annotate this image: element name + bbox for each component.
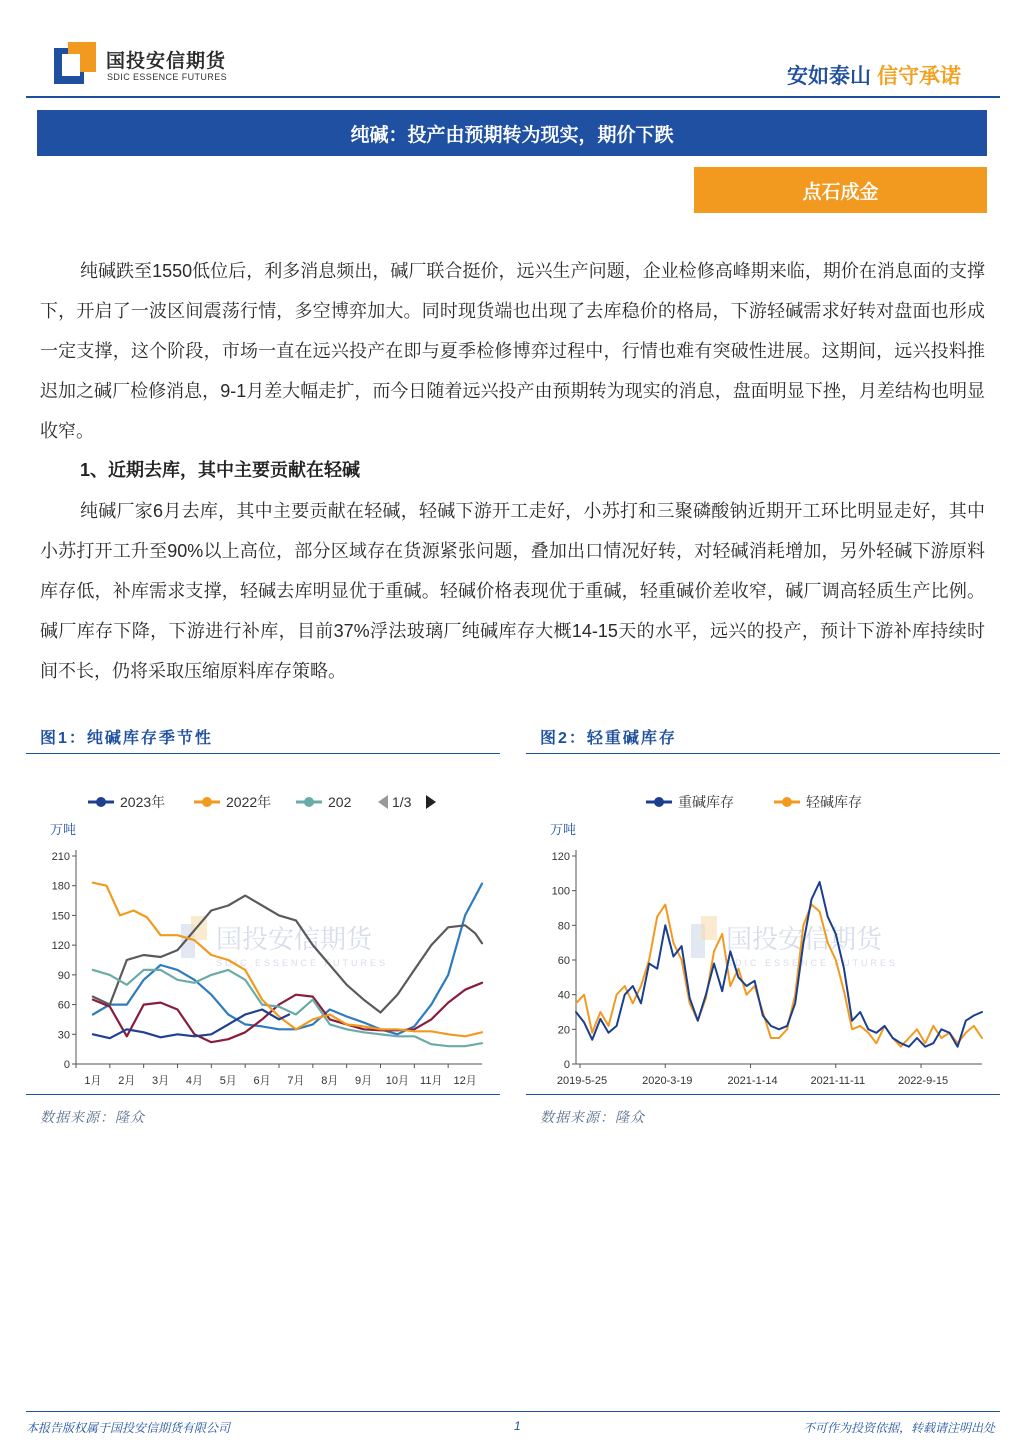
- y-axis-unit: 万吨: [550, 822, 577, 837]
- y-tick-label: 100: [551, 885, 570, 898]
- y-tick-label: 210: [51, 851, 70, 863]
- legend-heavy-label: 重碱库存: [678, 794, 734, 810]
- legend-next-icon: [426, 795, 436, 809]
- y-tick-label: 90: [57, 969, 70, 982]
- figure2-bottom-rule: [526, 1094, 1000, 1095]
- x-tick-label: 2019-5-25: [556, 1075, 608, 1087]
- x-tick-label: 8月: [321, 1075, 339, 1087]
- y-axis-unit: 万吨: [50, 822, 77, 837]
- footer-disclaimer: 不可作为投资依据，转载请注明出处: [802, 1421, 995, 1435]
- y-tick-label: 20: [557, 1024, 570, 1037]
- legend-heavy-marker: [654, 797, 664, 807]
- slogan-part-a: 安如泰山: [787, 65, 871, 88]
- x-tick-label: 2月: [118, 1075, 136, 1087]
- watermark-logo-icon: [701, 916, 717, 940]
- figure2-source: 数据来源：隆众: [540, 1109, 645, 1125]
- company-logo-icon: [54, 42, 96, 84]
- legend-2022-marker: [202, 797, 212, 807]
- series-line: [93, 1010, 289, 1039]
- x-tick-label: 5月: [219, 1075, 237, 1087]
- report-title: 纯碱：投产由预期转为现实，期价下跌: [37, 110, 987, 156]
- figure2-rule: [526, 753, 1000, 754]
- y-tick-label: 120: [551, 851, 570, 863]
- paragraph-inventory: 纯碱厂家6月去库，其中主要贡献在轻碱，轻碱下游开工走好，小苏打和三聚磷酸钠近期开工环比明显走好，其中小苏打开工升至90%以上高位，部分区域存在货源紧张问题，叠加出口情况好转，对轻碱消耗增加，另外轻碱下游原料库存低，补库需求支撑，轻碱去库明显优于重碱。轻碱价格表现优于重碱，轻重碱价差收窄，碱厂调高轻质生产比例。碱厂库存下降，下游进行补库，目前37%浮法玻璃厂纯碱库存大概14-15天的水平，远兴的投产，预计下游补库持续时间不长，仍将采取压缩原料库存策略。: [40, 501, 985, 681]
- x-tick-label: 2020-3-19: [642, 1075, 693, 1087]
- series-line: [93, 896, 482, 1013]
- figure2-title: 图2：轻重碱库存: [540, 730, 677, 747]
- footer-copyright: 本报告版权属于国投安信期货有限公司: [26, 1421, 231, 1435]
- figure1-title: 图1：纯碱库存季节性: [40, 730, 213, 747]
- watermark-text: 国投安信期货: [726, 924, 883, 954]
- x-tick-label: 1月: [84, 1075, 102, 1087]
- y-tick-label: 0: [63, 1059, 70, 1071]
- y-tick-label: 60: [57, 999, 70, 1012]
- legend-202x-label: 202: [328, 794, 352, 810]
- x-tick-label: 9月: [355, 1075, 373, 1087]
- footer-page-number: 1: [514, 1419, 521, 1433]
- legend-page-label: 1/3: [392, 794, 412, 810]
- company-name: 国投安信期货: [106, 51, 227, 72]
- y-tick-label: 120: [51, 940, 70, 953]
- y-tick-label: 180: [51, 880, 70, 893]
- figure1-rule: [26, 753, 500, 754]
- slogan-part-b: 信守承诺: [877, 65, 961, 88]
- y-tick-label: 80: [557, 920, 570, 933]
- legend-prev-icon: [378, 795, 388, 809]
- figure1-chart: [26, 760, 500, 1090]
- slogan: [787, 60, 961, 90]
- footer-divider: [26, 1411, 1000, 1412]
- x-tick-label: 11月: [420, 1075, 443, 1087]
- legend-2023-marker: [96, 797, 106, 807]
- x-tick-label: 6月: [253, 1075, 271, 1087]
- y-tick-label: 40: [557, 989, 570, 1002]
- watermark-text: 国投安信期货: [216, 924, 373, 954]
- y-tick-label: 0: [563, 1059, 570, 1071]
- company-name-en: SDIC ESSENCE FUTURES: [107, 72, 228, 82]
- y-tick-label: 150: [51, 910, 70, 923]
- series-line: [93, 983, 482, 1042]
- legend-light-marker: [782, 797, 792, 807]
- legend-202x-marker: [304, 797, 314, 807]
- section-heading: 1、近期去库，其中主要贡献在轻碱: [80, 460, 361, 480]
- y-tick-label: 30: [57, 1029, 70, 1042]
- x-tick-label: 2022-9-15: [897, 1075, 949, 1087]
- x-tick-label: 3月: [152, 1075, 170, 1087]
- watermark-text-en: SDIC ESSENCE FUTURES: [726, 958, 899, 968]
- x-tick-label: 2021-1-14: [727, 1075, 778, 1087]
- y-tick-label: 60: [557, 955, 570, 967]
- legend-light-label: 轻碱库存: [806, 794, 862, 810]
- legend-2023-label: 2023年: [120, 794, 166, 810]
- watermark-text-en: SDIC ESSENCE FUTURES: [216, 958, 389, 968]
- x-tick-label: 10月: [385, 1075, 410, 1087]
- header-divider: [26, 96, 1000, 98]
- x-tick-label: 7月: [287, 1075, 305, 1087]
- column-tag: 点石成金: [694, 167, 987, 213]
- figure1-source: 数据来源：隆众: [40, 1109, 145, 1125]
- x-tick-label: 2021-11-11: [810, 1075, 866, 1087]
- legend-2022-label: 2022年: [226, 794, 272, 810]
- x-tick-label: 12月: [453, 1075, 477, 1087]
- figure2-chart: [526, 760, 1000, 1090]
- figure1-bottom-rule: [26, 1094, 500, 1095]
- paragraph-intro: 纯碱跌至1550低位后，利多消息频出，碱厂联合挺价，远兴生产问题，企业检修高峰期来临，期价在消息面的支撑下，开启了一波区间震荡行情，多空博弈加大。同时现货端也出现了去库稳价的格局，下游轻碱需求好转对盘面也形成一定支撑，这个阶段，市场一直在远兴投产在即与夏季检修博弈过程中，行情也难有突破性进展。这期间，远兴投料推迟加之碱厂检修消息，9-1月差大幅走扩，而今日随着远兴投产由预期转为现实的消息，盘面明显下挫，月差结构也明显收窄。: [40, 261, 985, 441]
- x-tick-label: 4月: [185, 1075, 203, 1087]
